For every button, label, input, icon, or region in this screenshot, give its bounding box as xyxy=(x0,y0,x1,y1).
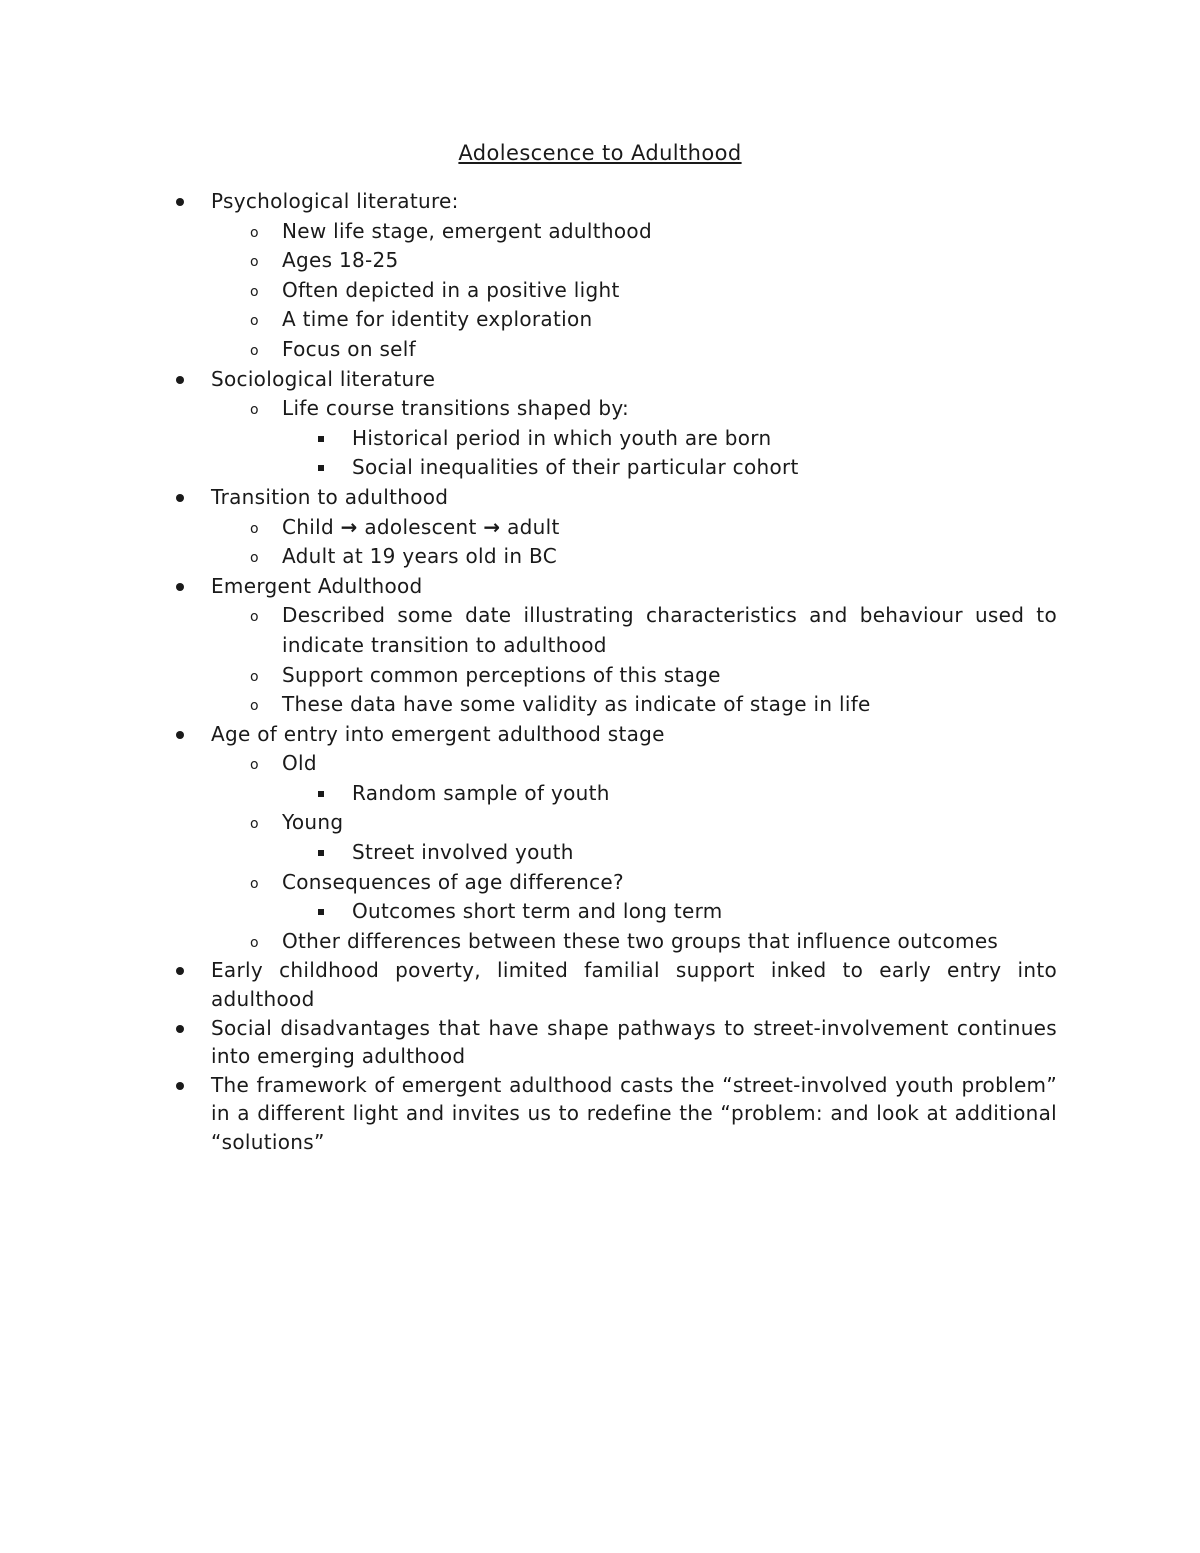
list-item: Outcomes short term and long term xyxy=(0,897,1057,927)
list-item: Social inequalities of their particular cohort xyxy=(0,453,1057,483)
age-entry-sublist xyxy=(0,749,1200,956)
child-text: Child xyxy=(282,514,334,539)
sublist-wrapper xyxy=(0,897,1200,927)
adolescent-text: adolescent xyxy=(364,514,477,539)
list-item: o Support common perceptions of this stage xyxy=(0,661,1057,691)
sublist-wrapper xyxy=(0,217,1200,365)
sociological-subsublist xyxy=(0,424,1200,483)
list-item: Early childhood poverty, limited familial support inked to early entry into adulthood xyxy=(0,956,1057,1013)
list-item: o These data have some validity as indicate of stage in life xyxy=(0,690,1057,720)
arrow-right-icon: → xyxy=(340,514,358,539)
consequences-subsublist xyxy=(0,897,1200,927)
list-item: o Adult at 19 years old in BC xyxy=(0,542,1057,572)
young-subsublist xyxy=(0,838,1200,868)
adult-text: adult xyxy=(507,514,560,539)
psychological-sublist xyxy=(0,217,1200,365)
sociological-sublist xyxy=(0,394,1200,483)
sublist-wrapper xyxy=(0,424,1200,483)
list-item: o Focus on self xyxy=(0,335,1057,365)
list-item: Transition to adulthood xyxy=(0,483,1057,513)
list-item: Age of entry into emergent adulthood stage xyxy=(0,720,1057,750)
list-item: o New life stage, emergent adulthood xyxy=(0,217,1057,247)
list-item: Emergent Adulthood xyxy=(0,572,1057,602)
list-item: o Young xyxy=(0,808,1057,838)
list-item: o Consequences of age difference? xyxy=(0,868,1057,898)
list-item: o Described some date illustrating characteristics and behaviour used to indicate transition to adulthood xyxy=(0,601,1057,660)
sublist-wrapper xyxy=(0,838,1200,868)
sublist-wrapper xyxy=(0,779,1200,809)
emergent-sublist xyxy=(0,601,1200,719)
outline-list xyxy=(0,187,1200,1157)
list-item: The framework of emergent adulthood casts the “street-involved youth problem” in a different light and invites us to redefine the “problem: and look at additional “solutions” xyxy=(0,1071,1057,1157)
old-subsublist xyxy=(0,779,1200,809)
psychological-label: Psychological literature: xyxy=(211,189,459,213)
sublist-wrapper xyxy=(0,601,1200,719)
list-item: o Often depicted in a positive light xyxy=(0,276,1057,306)
list-item: o Other differences between these two groups that influence outcomes xyxy=(0,927,1057,957)
list-item: o Ages 18-25 xyxy=(0,246,1057,276)
list-item: Social disadvantages that have shape pathways to street-involvement continues into emerging adulthood xyxy=(0,1014,1057,1071)
list-item xyxy=(0,187,1057,217)
transition-sublist xyxy=(0,513,1200,572)
list-item: Random sample of youth xyxy=(0,779,1057,809)
list-item: o A time for identity exploration xyxy=(0,305,1057,335)
page-title: Adolescence to Adulthood xyxy=(458,141,742,165)
list-item: o Old xyxy=(0,749,1057,779)
arrow-right-icon: → xyxy=(483,514,501,539)
sublist-wrapper xyxy=(0,394,1200,483)
sublist-wrapper xyxy=(0,749,1200,956)
sublist-wrapper xyxy=(0,513,1200,572)
list-item xyxy=(0,513,1057,543)
list-item: Sociological literature xyxy=(0,365,1057,395)
list-item: o Life course transitions shaped by: xyxy=(0,394,1057,424)
list-item: Historical period in which youth are born xyxy=(0,424,1057,454)
list-item: Street involved youth xyxy=(0,838,1057,868)
